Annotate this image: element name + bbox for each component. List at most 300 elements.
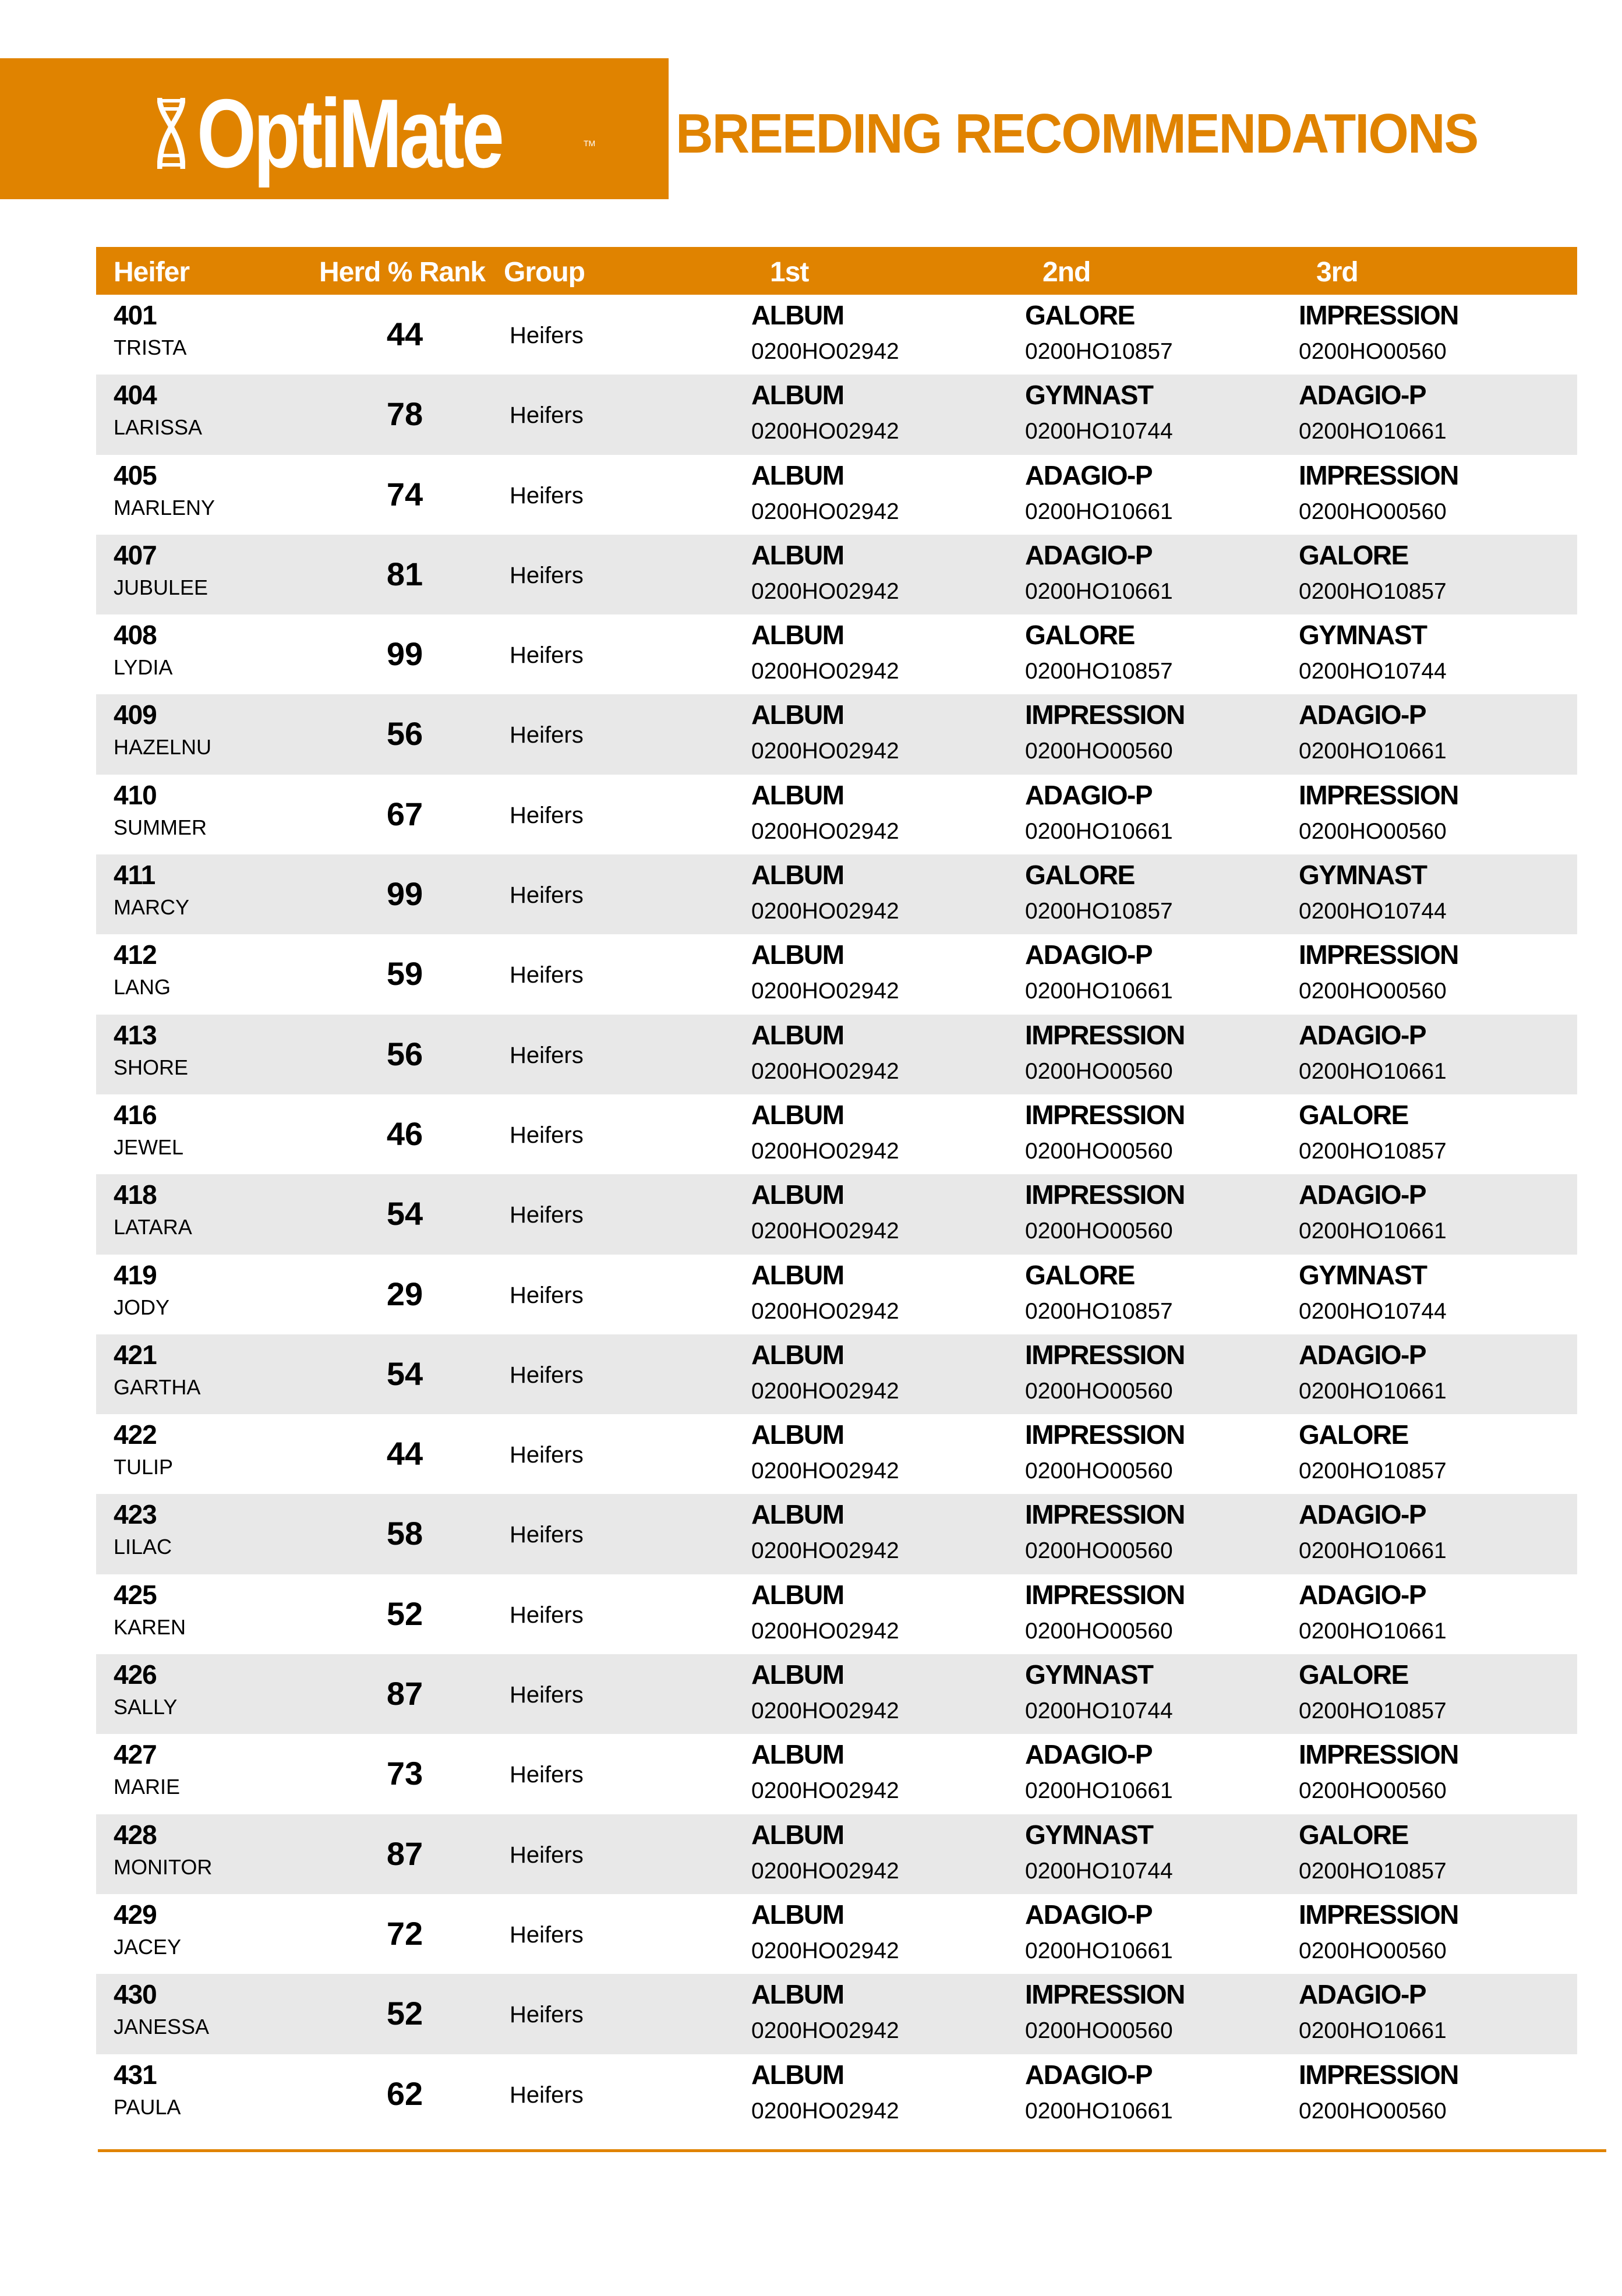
- heifer-id: 401: [114, 300, 157, 330]
- group: Heifers: [510, 1602, 584, 1628]
- sire-first: [751, 1019, 899, 1085]
- header-first: 1st: [770, 257, 809, 288]
- table-row: [96, 694, 1577, 774]
- sire-third: [1299, 1339, 1447, 1404]
- sire-code: 0200HO02942: [751, 1858, 899, 1884]
- sire-second: [1025, 1979, 1185, 2044]
- herd-rank: 44: [386, 1435, 423, 1472]
- herd-rank: 67: [386, 795, 423, 832]
- group: Heifers: [510, 802, 584, 828]
- sire-name: ALBUM: [751, 1739, 844, 1770]
- sire-code: 0200HO10661: [1299, 1058, 1447, 1084]
- heifer-name: HAZELNU: [114, 735, 212, 760]
- table-row: [96, 2054, 1577, 2134]
- heifer-id: 407: [114, 539, 157, 570]
- herd-rank: 46: [386, 1115, 423, 1152]
- sire-name: ALBUM: [751, 1659, 844, 1690]
- table-row: [96, 455, 1577, 535]
- sire-code: 0200HO02942: [751, 2098, 899, 2124]
- sire-name: ALBUM: [751, 860, 844, 891]
- heifer-id: 408: [114, 620, 157, 651]
- sire-third: [1299, 779, 1458, 845]
- group: Heifers: [510, 482, 584, 508]
- sire-code: 0200HO02942: [751, 2018, 899, 2044]
- group: Heifers: [510, 722, 584, 748]
- heifer-name: TULIP: [114, 1455, 174, 1479]
- sire-code: 0200HO00560: [1299, 979, 1447, 1004]
- herd-rank: 99: [386, 635, 423, 673]
- table-row: [96, 1814, 1577, 1894]
- sire-second: [1025, 1179, 1185, 1244]
- sire-second: [1025, 379, 1173, 444]
- sire-second: [1025, 619, 1173, 684]
- sire-code: 0200HO00560: [1299, 818, 1447, 844]
- sire-first: [751, 1899, 899, 1964]
- sire-code: 0200HO10661: [1299, 1218, 1447, 1244]
- group: Heifers: [510, 1842, 584, 1868]
- sire-third: [1299, 379, 1447, 444]
- dna-helix-icon: [157, 96, 185, 171]
- sire-name: ADAGIO-P: [1299, 1579, 1426, 1610]
- group: Heifers: [510, 962, 584, 988]
- sire-code: 0200HO10661: [1299, 2018, 1447, 2044]
- sire-third: [1299, 1739, 1458, 1804]
- sire-code: 0200HO00560: [1025, 739, 1173, 764]
- sire-name: ADAGIO-P: [1025, 1739, 1152, 1770]
- sire-code: 0200HO10857: [1025, 899, 1173, 924]
- sire-code: 0200HO02942: [751, 578, 899, 604]
- group: Heifers: [510, 402, 584, 429]
- page-title: BREEDING RECOMMENDATIONS: [676, 103, 1478, 165]
- sire-code: 0200HO02942: [751, 1538, 899, 1564]
- sire-code: 0200HO00560: [1025, 1618, 1173, 1644]
- sire-second: [1025, 1579, 1185, 1644]
- heifer-name: GARTHA: [114, 1375, 201, 1399]
- sire-first: [751, 539, 899, 605]
- sire-second: [1025, 1739, 1173, 1804]
- sire-name: IMPRESSION: [1025, 1179, 1185, 1210]
- heifer-id: 427: [114, 1739, 157, 1770]
- heifer-name: PAULA: [114, 2094, 181, 2119]
- sire-name: ALBUM: [751, 1979, 844, 2010]
- sire-name: ADAGIO-P: [1025, 779, 1152, 810]
- sire-first: [751, 699, 899, 764]
- header-second: 2nd: [1043, 257, 1091, 288]
- sire-code: 0200HO10857: [1299, 578, 1447, 604]
- heifer-name: LILAC: [114, 1535, 172, 1559]
- table-row: [96, 1494, 1577, 1574]
- sire-second: [1025, 1259, 1173, 1324]
- heifer-name: SALLY: [114, 1695, 178, 1719]
- sire-third: [1299, 1419, 1447, 1484]
- table-row: [96, 535, 1577, 614]
- sire-code: 0200HO00560: [1025, 1218, 1173, 1244]
- group: Heifers: [510, 642, 584, 669]
- sire-code: 0200HO00560: [1025, 1138, 1173, 1164]
- sire-second: [1025, 2059, 1173, 2124]
- sire-third: [1299, 299, 1458, 365]
- sire-second: [1025, 1419, 1185, 1484]
- table-row: [96, 934, 1577, 1014]
- sire-name: IMPRESSION: [1299, 1739, 1458, 1770]
- herd-rank: 62: [386, 2075, 423, 2112]
- sire-code: 0200HO00560: [1025, 1458, 1173, 1484]
- table-row: [96, 1015, 1577, 1094]
- heifer-id: 405: [114, 460, 157, 490]
- sire-name: ADAGIO-P: [1025, 1899, 1152, 1930]
- sire-first: [751, 1099, 899, 1164]
- sire-third: [1299, 1579, 1447, 1644]
- sire-code: 0200HO10661: [1299, 1618, 1447, 1644]
- sire-name: IMPRESSION: [1025, 1099, 1185, 1130]
- sire-code: 0200HO00560: [1299, 1778, 1447, 1804]
- table-row: [96, 775, 1577, 854]
- heifer-name: LANG: [114, 975, 171, 999]
- heifer-id: 431: [114, 2059, 157, 2090]
- sire-name: ADAGIO-P: [1025, 939, 1152, 970]
- sire-name: IMPRESSION: [1025, 1579, 1185, 1610]
- sire-first: [751, 1419, 899, 1484]
- sire-name: ADAGIO-P: [1299, 1339, 1426, 1370]
- sire-first: [751, 1339, 899, 1404]
- table-row: [96, 614, 1577, 694]
- sire-name: ALBUM: [751, 380, 844, 411]
- heifer-name: MARLENY: [114, 495, 215, 520]
- heifer-name: MONITOR: [114, 1855, 213, 1879]
- sire-code: 0200HO02942: [751, 1778, 899, 1804]
- sire-name: GYMNAST: [1025, 1659, 1153, 1690]
- sire-code: 0200HO10661: [1025, 499, 1173, 524]
- sire-second: [1025, 1659, 1173, 1724]
- heifer-id: 410: [114, 779, 157, 810]
- table-row: [96, 1734, 1577, 1814]
- table-row: [96, 1094, 1577, 1174]
- sire-name: ALBUM: [751, 2059, 844, 2090]
- sire-name: ALBUM: [751, 1579, 844, 1610]
- herd-rank: 59: [386, 955, 423, 992]
- sire-name: GYMNAST: [1299, 620, 1427, 651]
- sire-third: [1299, 859, 1447, 924]
- group: Heifers: [510, 1921, 584, 1948]
- heifer-name: LATARA: [114, 1215, 192, 1239]
- sire-code: 0200HO00560: [1025, 1378, 1173, 1404]
- heifer-name: MARIE: [114, 1775, 181, 1799]
- sire-name: ALBUM: [751, 1259, 844, 1290]
- sire-code: 0200HO10661: [1025, 979, 1173, 1004]
- heifer-name: SUMMER: [114, 815, 207, 839]
- table-body: [96, 295, 1577, 2134]
- sire-name: ALBUM: [751, 1819, 844, 1850]
- heifer-id: 429: [114, 1899, 157, 1930]
- sire-name: GYMNAST: [1299, 1259, 1427, 1290]
- group: Heifers: [510, 882, 584, 909]
- sire-third: [1299, 619, 1447, 684]
- heifer-id: 430: [114, 1979, 157, 2010]
- heifer-name: JEWEL: [114, 1135, 184, 1159]
- sire-name: ALBUM: [751, 939, 844, 970]
- sire-code: 0200HO00560: [1299, 499, 1447, 524]
- sire-code: 0200HO10857: [1025, 1298, 1173, 1324]
- heifer-name: TRISTA: [114, 335, 187, 359]
- herd-rank: 52: [386, 1995, 423, 2032]
- sire-code: 0200HO10857: [1299, 1458, 1447, 1484]
- sire-name: ALBUM: [751, 1339, 844, 1370]
- sire-code: 0200HO10661: [1025, 1778, 1173, 1804]
- sire-name: ADAGIO-P: [1025, 460, 1152, 490]
- sire-code: 0200HO02942: [751, 818, 899, 844]
- sire-code: 0200HO00560: [1025, 2018, 1173, 2044]
- sire-first: [751, 1259, 899, 1324]
- heifer-id: 411: [114, 860, 156, 891]
- sire-first: [751, 779, 899, 845]
- sire-name: IMPRESSION: [1025, 1499, 1185, 1530]
- sire-second: [1025, 1499, 1185, 1564]
- sire-name: ALBUM: [751, 300, 844, 330]
- sire-name: GYMNAST: [1299, 860, 1427, 891]
- sire-third: [1299, 1099, 1447, 1164]
- heifer-name: JODY: [114, 1295, 170, 1319]
- sire-name: ALBUM: [751, 1419, 844, 1450]
- sire-name: GYMNAST: [1025, 380, 1153, 411]
- sire-name: ALBUM: [751, 1499, 844, 1530]
- table-row: [96, 1255, 1577, 1334]
- header-group: Group: [504, 257, 585, 288]
- sire-name: ADAGIO-P: [1299, 1179, 1426, 1210]
- heifer-id: 423: [114, 1499, 157, 1530]
- table-row: [96, 1414, 1577, 1494]
- sire-third: [1299, 1659, 1447, 1724]
- heifer-id: 413: [114, 1019, 157, 1050]
- sire-first: [751, 460, 899, 525]
- sire-name: ADAGIO-P: [1299, 1499, 1426, 1530]
- sire-code: 0200HO00560: [1025, 1058, 1173, 1084]
- group: Heifers: [510, 1202, 584, 1228]
- sire-code: 0200HO10744: [1025, 419, 1173, 444]
- sire-second: [1025, 1019, 1185, 1085]
- sire-name: ALBUM: [751, 1179, 844, 1210]
- sire-second: [1025, 859, 1173, 924]
- sire-code: 0200HO10744: [1025, 1698, 1173, 1724]
- group: Heifers: [510, 2002, 584, 2028]
- heifer-id: 409: [114, 700, 157, 730]
- sire-second: [1025, 539, 1173, 605]
- sire-code: 0200HO02942: [751, 1298, 899, 1324]
- sire-name: IMPRESSION: [1299, 2059, 1458, 2090]
- group: Heifers: [510, 1522, 584, 1548]
- herd-rank: 73: [386, 1755, 423, 1792]
- sire-name: IMPRESSION: [1299, 300, 1458, 330]
- table-row: [96, 1574, 1577, 1654]
- sire-code: 0200HO10857: [1025, 339, 1173, 364]
- sire-code: 0200HO10661: [1025, 2098, 1173, 2124]
- sire-name: ALBUM: [751, 779, 844, 810]
- sire-code: 0200HO10857: [1299, 1858, 1447, 1884]
- sire-name: IMPRESSION: [1299, 460, 1458, 490]
- sire-second: [1025, 779, 1173, 845]
- sire-name: IMPRESSION: [1299, 1899, 1458, 1930]
- sire-code: 0200HO10744: [1299, 1298, 1447, 1324]
- heifer-name: JUBULEE: [114, 575, 209, 599]
- sire-name: ALBUM: [751, 539, 844, 570]
- sire-code: 0200HO00560: [1025, 1538, 1173, 1564]
- sire-third: [1299, 2059, 1458, 2124]
- group: Heifers: [510, 1442, 584, 1468]
- group: Heifers: [510, 562, 584, 588]
- sire-name: GALORE: [1025, 860, 1135, 891]
- sire-second: [1025, 699, 1185, 764]
- group: Heifers: [510, 1762, 584, 1788]
- sire-first: [751, 859, 899, 924]
- sire-first: [751, 619, 899, 684]
- sire-name: IMPRESSION: [1025, 1419, 1185, 1450]
- heifer-id: 426: [114, 1659, 157, 1690]
- sire-code: 0200HO02942: [751, 979, 899, 1004]
- sire-code: 0200HO02942: [751, 1138, 899, 1164]
- sire-name: GALORE: [1299, 539, 1408, 570]
- sire-third: [1299, 699, 1447, 764]
- sire-code: 0200HO02942: [751, 1698, 899, 1724]
- sire-third: [1299, 1979, 1447, 2044]
- table-row: [96, 295, 1577, 375]
- sire-code: 0200HO02942: [751, 659, 899, 684]
- sire-third: [1299, 1179, 1447, 1244]
- sire-third: [1299, 1819, 1447, 1884]
- header-heifer: Heifer: [114, 257, 190, 288]
- sire-code: 0200HO10661: [1299, 739, 1447, 764]
- sire-name: GYMNAST: [1025, 1819, 1153, 1850]
- sire-second: [1025, 299, 1173, 365]
- herd-rank: 58: [386, 1515, 423, 1552]
- sire-name: GALORE: [1025, 1259, 1135, 1290]
- sire-first: [751, 939, 899, 1004]
- sire-code: 0200HO10661: [1299, 1538, 1447, 1564]
- herd-rank: 87: [386, 1835, 423, 1872]
- group: Heifers: [510, 1042, 584, 1068]
- sire-name: GALORE: [1299, 1819, 1408, 1850]
- sire-third: [1299, 1899, 1458, 1964]
- heifer-id: 416: [114, 1099, 157, 1130]
- sire-name: ADAGIO-P: [1025, 539, 1152, 570]
- group: Heifers: [510, 323, 584, 348]
- sire-code: 0200HO10661: [1025, 818, 1173, 844]
- sire-code: 0200HO02942: [751, 1058, 899, 1084]
- table-header: [96, 247, 1577, 295]
- sire-first: [751, 1739, 899, 1804]
- header-third: 3rd: [1316, 257, 1358, 288]
- sire-name: GALORE: [1299, 1659, 1408, 1690]
- sire-code: 0200HO10744: [1025, 1858, 1173, 1884]
- herd-rank: 87: [386, 1675, 423, 1712]
- sire-code: 0200HO00560: [1299, 339, 1447, 364]
- footer-divider: [98, 2149, 1606, 2152]
- sire-first: [751, 1179, 899, 1244]
- heifer-name: JANESSA: [114, 2015, 210, 2039]
- heifer-id: 428: [114, 1819, 157, 1850]
- sire-name: ADAGIO-P: [1299, 1019, 1426, 1050]
- sire-name: IMPRESSION: [1299, 939, 1458, 970]
- herd-rank: 56: [386, 1035, 423, 1072]
- sire-code: 0200HO02942: [751, 1458, 899, 1484]
- herd-rank: 54: [386, 1195, 423, 1232]
- herd-rank: 44: [386, 316, 423, 352]
- sire-code: 0200HO02942: [751, 1938, 899, 1963]
- sire-third: [1299, 1499, 1447, 1564]
- heifer-id: 422: [114, 1419, 157, 1450]
- herd-rank: 78: [386, 395, 423, 433]
- heifer-name: KAREN: [114, 1615, 186, 1639]
- sire-code: 0200HO10744: [1299, 899, 1447, 924]
- sire-first: [751, 2059, 899, 2124]
- sire-name: IMPRESSION: [1025, 1979, 1185, 2010]
- sire-code: 0200HO02942: [751, 499, 899, 524]
- sire-name: GALORE: [1025, 300, 1135, 330]
- sire-third: [1299, 460, 1458, 525]
- heifer-id: 425: [114, 1579, 157, 1610]
- heifer-name: JACEY: [114, 1934, 182, 1959]
- sire-first: [751, 299, 899, 365]
- sire-third: [1299, 939, 1458, 1004]
- sire-code: 0200HO10744: [1299, 659, 1447, 684]
- group: Heifers: [510, 1682, 584, 1708]
- sire-first: [751, 1499, 899, 1564]
- sire-first: [751, 1819, 899, 1884]
- table-row: [96, 375, 1577, 454]
- sire-name: ALBUM: [751, 460, 844, 490]
- sire-third: [1299, 1019, 1447, 1085]
- group: Heifers: [510, 1282, 584, 1308]
- sire-name: ALBUM: [751, 1099, 844, 1130]
- sire-second: [1025, 939, 1173, 1004]
- sire-name: IMPRESSION: [1025, 700, 1185, 730]
- herd-rank: 56: [386, 715, 423, 753]
- table-row: [96, 1334, 1577, 1414]
- sire-first: [751, 1579, 899, 1644]
- sire-third: [1299, 539, 1447, 605]
- sire-name: ADAGIO-P: [1299, 1979, 1426, 2010]
- sire-second: [1025, 1099, 1185, 1164]
- group: Heifers: [510, 1362, 584, 1388]
- sire-code: 0200HO10661: [1025, 578, 1173, 604]
- sire-name: IMPRESSION: [1299, 779, 1458, 810]
- sire-second: [1025, 1899, 1173, 1964]
- brand-name: OptiMate: [197, 79, 502, 188]
- sire-name: IMPRESSION: [1025, 1019, 1185, 1050]
- sire-name: ALBUM: [751, 620, 844, 651]
- sire-code: 0200HO02942: [751, 1218, 899, 1244]
- heifer-id: 412: [114, 939, 157, 970]
- heifer-name: LYDIA: [114, 655, 173, 680]
- sire-name: GALORE: [1025, 620, 1135, 651]
- sire-second: [1025, 460, 1173, 525]
- header-rank: Herd % Rank: [319, 257, 486, 288]
- herd-rank: 52: [386, 1595, 423, 1632]
- heifer-id: 421: [114, 1339, 157, 1370]
- sire-name: IMPRESSION: [1025, 1339, 1185, 1370]
- heifer-name: SHORE: [114, 1055, 189, 1079]
- sire-name: GALORE: [1299, 1099, 1408, 1130]
- herd-rank: 81: [386, 555, 423, 592]
- sire-name: GALORE: [1299, 1419, 1408, 1450]
- sire-name: ADAGIO-P: [1299, 380, 1426, 411]
- sire-code: 0200HO00560: [1299, 1938, 1447, 1963]
- trademark-mark: TM: [584, 139, 596, 148]
- group: Heifers: [510, 1122, 584, 1148]
- sire-name: ALBUM: [751, 700, 844, 730]
- sire-name: ADAGIO-P: [1025, 2059, 1152, 2090]
- recommendations-table: [96, 247, 1577, 2134]
- herd-rank: 74: [386, 475, 423, 513]
- sire-name: ADAGIO-P: [1299, 700, 1426, 730]
